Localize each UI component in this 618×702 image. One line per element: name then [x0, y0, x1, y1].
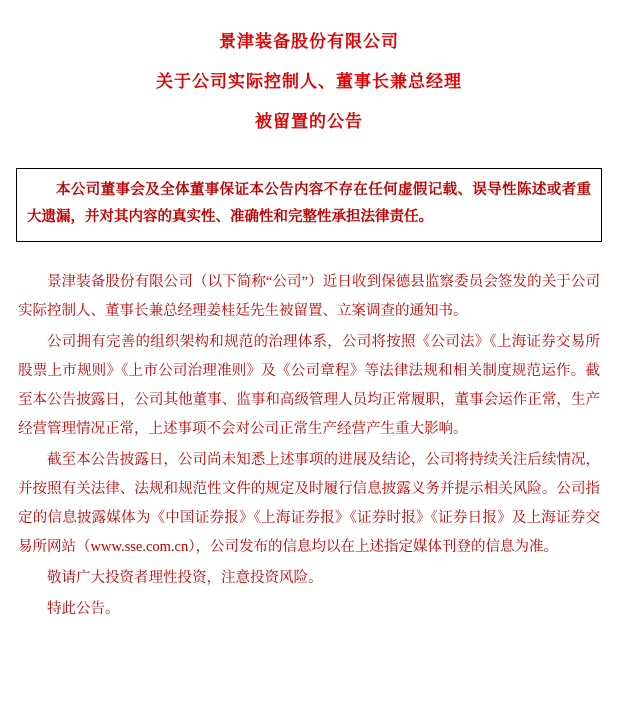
document-body	[14, 262, 604, 624]
paragraph-3: 截至本公告披露日，公司尚未知悉上述事项的进展及结论，公司将持续关注后续情况，并按照有关法律、法规和规范性文件的规定及时履行信息披露义务并提示相关风险。公司指定的信息披露媒体为《中国证券报》《上海证券报》《证券时报》《证券日报》及上海证券交易所网站（www.sse.com.cn），公司发布的信息均以在上述指定媒体刊登的信息为准。	[18, 452, 600, 555]
board-guarantee-box	[16, 168, 602, 242]
paragraph-1: 景津装备股份有限公司（以下简称“公司”）近日收到保德县监察委员会签发的关于公司实际控制人、董事长兼总经理姜桂廷先生被留置、立案调查的通知书。	[18, 274, 600, 319]
paragraph-2: 公司拥有完善的组织架构和规范的治理体系，公司将按照《公司法》《上海证券交易所股票上市规则》《上市公司治理准则》及《公司章程》等法律法规和相关制度规范运作。截至本公告披露日，公司其他董事、监事和高级管理人员均正常履职，董事会运作正常，生产经营管理情况正常，上述事项不会对公司正常生产经营产生重大影响。	[18, 334, 600, 437]
title-line-3: 被留置的公告	[255, 112, 363, 131]
title-line-2: 关于公司实际控制人、董事长兼总经理	[156, 72, 462, 91]
paragraph-4: 敬请广大投资者理性投资，注意投资风险。	[47, 570, 323, 586]
title-line-1: 景津装备股份有限公司	[219, 32, 399, 51]
paragraph-5: 特此公告。	[47, 601, 120, 617]
document-title	[14, 22, 604, 142]
board-guarantee-text: 本公司董事会及全体董事保证本公告内容不存在任何虚假记载、误导性陈述或者重大遗漏，并对其内容的真实性、准确性和完整性承担法律责任。	[27, 182, 591, 225]
